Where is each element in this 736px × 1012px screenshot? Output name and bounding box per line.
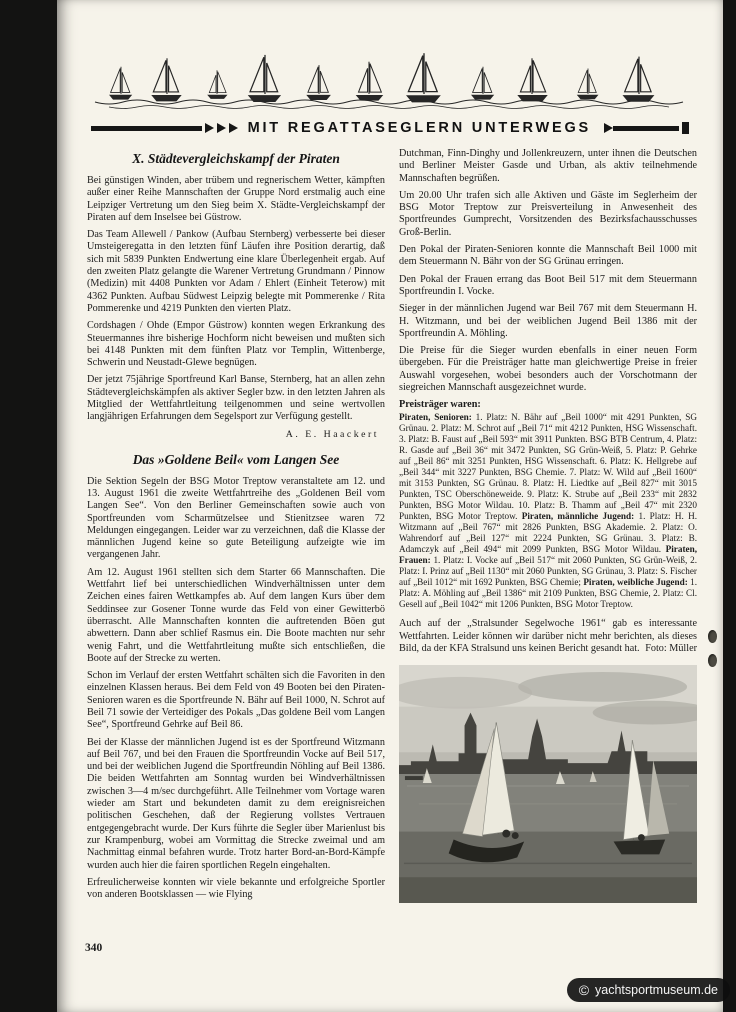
page-number: 340 — [85, 942, 103, 954]
watermark-text: yachtsportmuseum.de — [595, 983, 718, 997]
copyright-icon: © — [578, 982, 590, 998]
paragraph: Um 20.00 Uhr trafen sich alle Aktiven und Gäste im Seglerheim der BSG Motor Treptow zur Preisverteilung in Anwesenheit des Sportfreundes Gumprecht, Vorsitzenden des Bezirksfachausschusses Groß-Berlin. — [399, 189, 697, 238]
paragraph: Schon im Verlauf der ersten Wettfahrt schälten sich die Favoriten in den einzelnen Klassen heraus. Bei dem Feld von 49 Booten bei den Piraten-Senioren waren es die Sportfreunde N. Bähr auf Beil 1000, N. Schrot auf Beil 71 sowie der Verteidiger des Pokals „Das goldene Beil vom Langen See“, Sportfreund Gehrke auf Beil 86. — [87, 670, 385, 731]
paragraph: Sieger in der männlichen Jugend war Beil 767 mit dem Steuermann H. H. Witzmann, und bei der weiblichen Jugend Beil 1386 mit der Sportfreundin A. Möhling. — [399, 303, 697, 339]
section-title: X. Städtevergleichskampf der Piraten — [132, 151, 340, 166]
chevron-right-icon — [229, 123, 238, 133]
right-column — [399, 148, 697, 906]
magazine-paper — [57, 0, 723, 1012]
prize-results: 1. Platz: H. H. Witzmann auf „Beil 767“ mit 2826 Punkten, BSG Akademie. 2. Platz: O. Wahrendorf auf „Beil 127“ mit 2224 Punkten, SG Grünau. 3. Platz: B. Adamczyk auf „Beil 494“ mit 2099 Punkten, BSG Motor Wildau. — [399, 511, 698, 555]
prize-results: 1. Platz: N. Bähr auf „Beil 1000“ mit 4291 Punkten, SG Grünau. 2. Platz: M. Schrot auf „Beil 71“ mit 4212 Punkten, HSG Wissenschaft. 3. Platz: B. Faust auf „Beil 593“ mit 3911 Punkten. BSG BTB Centrum, 4. Platz: R. Gasde auf „Beil 36“ mit 3472 Punkten, SG Grün-Weiß, 5. Platz: P. Gehrke auf „Beil 86“ mit 3251 Punkten, HSG Wissenschaft. 6. Platz: K. Hellgrebe auf „Beil 344“ mit 3227 Punkten, BSG Chemie. 7. Platz: W. Wild auf „Beil 1600“ mit 3153 Punkten, SG Grünau. 8. Platz: H. Liedtke auf „Beil 827“ mit 3015 Punkten, TSC Oberschöneweide. 9. Platz: K. Strube auf „Beil 233“ mit 2832 Punkten, BSG Motor Wildau. 10. Platz: B. Thamm auf „Beil 47“ mit 2320 Punkten, BSG Motor Treptow. — [399, 412, 697, 522]
author-signature: A. E. Haackert — [285, 428, 379, 440]
photo-caption — [399, 618, 697, 655]
prize-category: Piraten, männliche Jugend: — [521, 511, 635, 522]
prize-results: 1. Platz: A. Möhling auf „Beil 1386“ mit 2109 Punkten, BSG Chemie, 2. Platz: Cl. Gesell auf „Beil 1042“ mit 1206 Punkten, BSG Motor Treptow. — [399, 577, 697, 610]
paragraph: Den Pokal der Piraten-Senioren konnte die Mannschaft Beil 1000 mit dem Steuermann N. Bähr von der SG Grünau erringen. — [399, 244, 697, 268]
paragraph: Cordshagen / Ohde (Empor Güstrow) konnten wegen Erkrankung des Steuermannes ihre bisherige Hochform nicht beweisen und mußten sich bei 4148 Punkten mit dem fünften Platz vor Templin, Wittenberge, Schwerin und Neustadt-Glewe begnügen. — [87, 320, 385, 369]
binding-hole — [708, 654, 717, 667]
rule-left — [91, 126, 202, 131]
watermark-badge[interactable] — [567, 978, 730, 1002]
chevron-right-icon — [604, 123, 613, 133]
prize-category: Piraten, weibliche Jugend: — [583, 577, 688, 588]
rule-right — [613, 126, 679, 131]
prize-category: Piraten, Senioren: — [399, 412, 472, 423]
regatta-photo — [399, 665, 697, 903]
paragraph: Den Pokal der Frauen errang das Boot Beil 517 mit dem Steuermann Sportfreundin I. Vocke. — [399, 273, 697, 297]
chevron-right-icon — [217, 123, 226, 133]
rule-end-block — [682, 122, 689, 134]
sailboats-illustration — [91, 46, 689, 112]
prize-list-heading: Preisträger waren: — [399, 399, 481, 411]
paragraph: Am 12. August 1961 stellten sich dem Starter 66 Mannschaften. Die Wettfahrt lief bei unterschiedlichen Windverhältnissen unter dem Zeichen eines fairen Wettkampfes ab. Auf dem langen Kurs über dem Seddinsee zur Gosener Tonne wurde das Feld von einer Gewitterbö überrascht. Alle Mannschaften konnten die auftretenden Böen gut abwettern. Dann aber schlief Rasmus ein. Die Boote machten nur sehr wenig Fahrt, und die Wettfahrtleitung mußte sich entschließen, die Boote auf der Strecke zu werten. — [87, 566, 385, 664]
paragraph: Der jetzt 75jährige Sportfreund Karl Banse, Sternberg, hat an allen zehn Städtevergleichskämpfen als aktiver Segler bzw. in den letzten Jahren als Mitglied der Wettfahrtleitung teilgenommen und seine wertvollen langjährigen Erfahrungen dem Segelsport zur Verfügung gestellt. — [87, 374, 385, 423]
paragraph: Die Preise für die Sieger wurden ebenfalls in einer neuen Form übergeben. Für die Preisträger hatte man gleichwertige Preise in freier Auswahl vorgesehen, wobei besonders auch der Vorschotmann der siegreichen Mannschaft ausgezeichnet wurde. — [399, 345, 697, 394]
paragraph: Erfreulicherweise konnten wir viele bekannte und erfolgreiche Sportler von anderen Bootsklassen — wie Flying — [87, 876, 385, 901]
chevron-right-icon — [205, 123, 214, 133]
paragraph: Bei günstigen Winden, aber trübem und regnerischem Wetter, kämpften außer einer Reihe Mannschaften der Gruppe Nord erstmalig auch eine Leipziger Vertretung um den Sieg beim X. Städte-Vergleichskampf der Piraten auf dem Inselsee bei Güstrow. — [87, 175, 385, 223]
paragraph: Die Sektion Segeln der BSG Motor Treptow veranstaltete am 12. und 13. August 1961 die zweite Wettfahrtreihe des „Goldenen Beil vom Langen See“. Von den Berliner Gemeinschaften sowie auch von Sportfreunden vom Scharmützelsee und Stienitzsee waren 72 Meldungen eingegangen. Leider war zu verzeichnen, daß die Klasse der männlichen Jugend keine so gute Beteiligung aufzeigte wie im vergangenen Jahr. — [87, 475, 385, 561]
paragraph: Bei der Klasse der männlichen Jugend ist es der Sportfreund Witzmann auf Beil 767, und bei den Frauen die Sportfreundin Vocke auf Beil 517, und bei der weiblichen Jugend die Sportfreundin Nöhling auf Beil 1386. Die beiden Wettfahrten am Sonntag wurden bei Windverhältnissen zwischen 3—4 m/sec durchgeführt. Alle Teilnehmer vom Vortage waren wieder am Start und bekundeten damit zu dem ereignisreichen politischen Geschehen, daß der Regierung vollstes Vertrauen entgegengebracht wurde. Der Kurs führte die Segler über Marienlust bis zur Krampenburg, wobei am Vormittag die Strecke zweimal und am Nachmittag einmal befahren wurde. Trotz harter Bord-an-Bord-Kämpfe wurden auch hier die fairen sportlichen Regeln eingehalten. — [87, 736, 385, 871]
masthead — [91, 120, 689, 136]
article-body — [87, 148, 697, 906]
binding-hole — [708, 630, 717, 643]
prize-list — [399, 412, 697, 610]
prize-category: Piraten, Frauen: — [399, 544, 697, 566]
paragraph: Das Team Allewell / Pankow (Aufbau Sternberg) verbesserte bei dieser Umsteigeregatta in den letzten fünf Läufen ihre Position derartig, daß sich mit 5839 Punkten Endwertung eine klare Überlegenheit ergab. Auf den zweiten Platz gelangte die Warener Vertretung Grundmann / Pinnow (Medizin) mit 4408 Punkten vor Adam / Ehlert (Einheit Teterow) mit 4362 Punkten. Aufbau Südwest Leipzig belegte mit Pommerenke / Rita Pommerenke und 4219 Punkten den vierten Platz. — [87, 229, 385, 314]
photo-credit: Foto: Müller — [645, 642, 697, 654]
section-title: Das »Goldene Beil« vom Langen See — [132, 451, 340, 467]
left-column — [87, 148, 385, 906]
prize-results: 1. Platz: I. Vocke auf „Beil 517“ mit 2060 Punkten, SG Grün-Weiß, 2. Platz: I. Prinz auf „Beil 1130“ mit 2060 Punkten, SG Grünau, 3. Platz: S. Fischer auf „Beil 1012“ mit 1692 Punkten, BSG Chemie; — [399, 555, 697, 588]
caption-text: Auch auf der „Stralsunder Segelwoche 1961“ gab es interessante Wettfahrten. Leider können wir darüber nicht mehr berichten, als dieses Bild, da der KFA Stralsund uns keinen Bericht gesandt hat. — [399, 618, 697, 654]
masthead-title: MIT REGATTASEGLERN UNTERWEGS — [247, 120, 591, 136]
paragraph: Dutchman, Finn-Dinghy und Jollenkreuzern, unter ihnen die Deutschen und Berliner Meister Gasde und Urban, als aktiv teilnehmende Mannschaften begrüßen. — [399, 148, 697, 184]
